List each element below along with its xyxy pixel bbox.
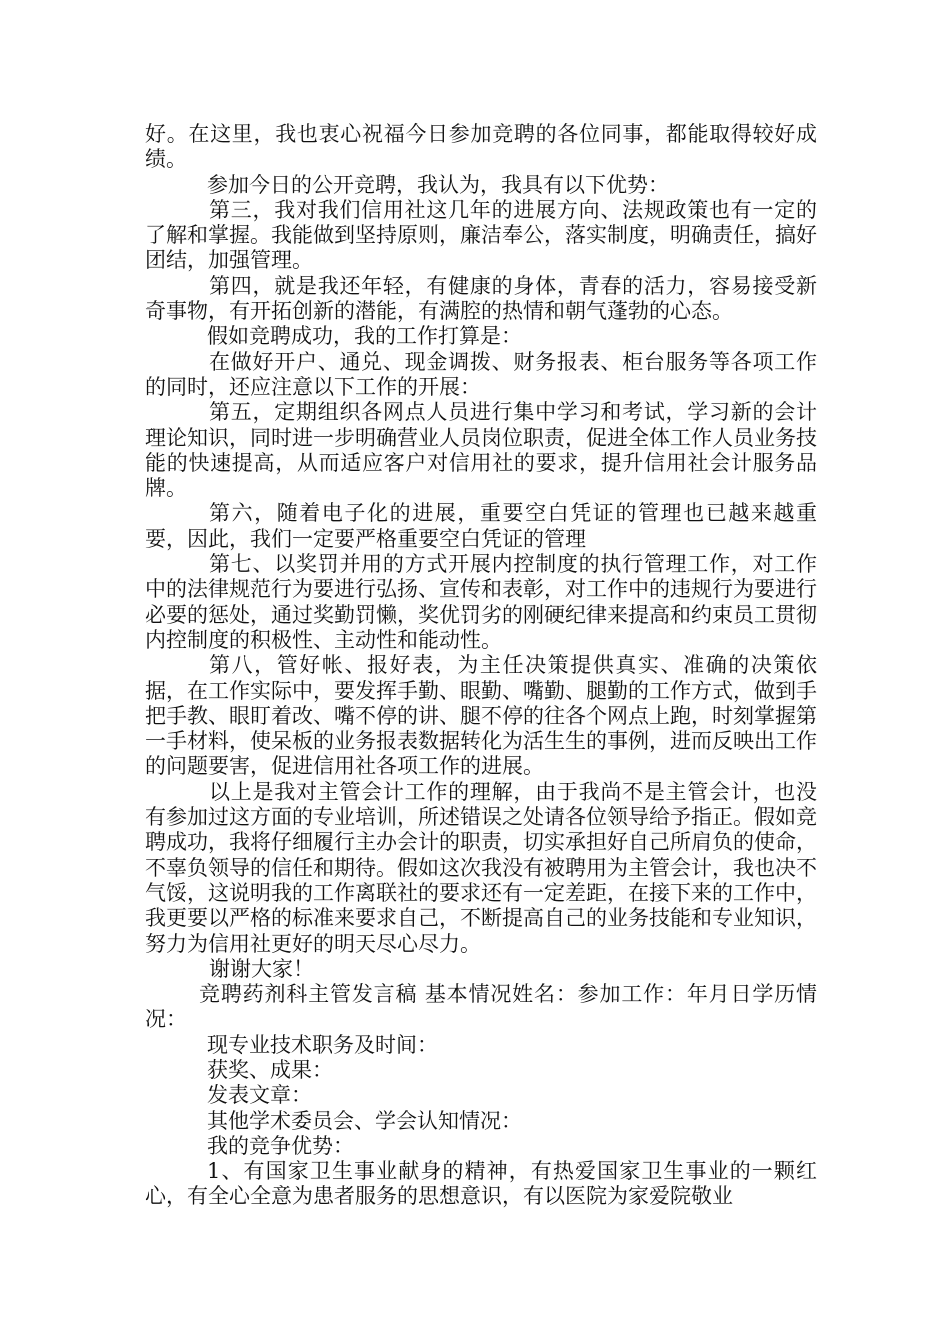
paragraph: 1、有国家卫生事业献身的精神，有热爱国家卫生事业的一颗红心，有全心全意为患者服务的思想意识，有以医院为家爱院敬业 [145, 1159, 817, 1209]
paragraph: 好。在这里，我也衷心祝福今日参加竞聘的各位同事，都能取得较好成绩。 [145, 122, 817, 172]
paragraph: 谢谢大家！ [209, 956, 314, 981]
section-heading: 竞聘药剂科主管发言稿 基本情况姓名：参加工作：年月日学历情况： [145, 982, 817, 1032]
paragraph: 第三，我对我们信用社这几年的进展方向、法规政策也有一定的了解和掌握。我能做到坚持原则，廉洁奉公，落实制度，明确责任，搞好团结，加强管理。 [145, 197, 817, 273]
paragraph: 第八，管好帐、报好表，为主任决策提供真实、准确的决策依据，在工作实际中，要发挥手勤、眼勤、嘴勤、腿勤的工作方式，做到手把手教、眼盯着改、嘴不停的讲、腿不停的往各个网点上跑，时刻掌握第一手材料，使呆板的业务报表数据转化为活生生的事例，进而反映出工作的问题要害，促进信用社各项工作的进展。 [145, 653, 817, 779]
paragraph: 假如竞聘成功，我的工作打算是： [207, 324, 522, 349]
paragraph: 在做好开户、通兑、现金调拨、财务报表、柜台服务等各项工作的同时，还应注意以下工作的开展： [145, 349, 817, 399]
paragraph: 第六，随着电子化的进展，重要空白凭证的管理也已越来越重要，因此，我们一定要严格重要空白凭证的管理 [145, 501, 817, 551]
paragraph: 第七、以奖罚并用的方式开展内控制度的执行管理工作，对工作中的法律规范行为要进行弘扬、宣传和表彰，对工作中的违规行为要进行必要的惩处，通过奖勤罚懒，奖优罚劣的刚硬纪律来提高和约束员工贯彻内控制度的积极性、主动性和能动性。 [145, 552, 817, 652]
paragraph: 参加今日的公开竞聘，我认为，我具有以下优势： [207, 172, 669, 197]
document-page [145, 122, 817, 1210]
paragraph: 第四，就是我还年轻，有健康的身体，青春的活力，容易接受新奇事物，有开拓创新的潜能，有满腔的热情和朝气蓬勃的心态。 [145, 273, 817, 324]
paragraph: 以上是我对主管会计工作的理解，由于我尚不是主管会计，也没有参加过这方面的专业培训，所述错误之处请各位领导给予指正。假如竞聘成功，我将仔细履行主办会计的职责，切实承担好自己所肩负的使命，不辜负领导的信任和期待。假如这次我没有被聘用为主管会计，我也决不气馁，这说明我的工作离联社的要求还有一定差距，在接下来的工作中，我更要以严格的标准来要求自己，不断提高自己的业务技能和专业知识，努力为信用社更好的明天尽心尽力。 [145, 779, 817, 956]
paragraph: 第五，定期组织各网点人员进行集中学习和考试，学习新的会计理论知识，同时进一步明确营业人员岗位职责，促进全体工作人员业务技能的快速提高，从而适应客户对信用社的要求，提升信用社会计服务品牌。 [145, 400, 817, 501]
paragraph: 现专业技术职务及时间： [207, 1032, 438, 1057]
paragraph: 获奖、成果： [207, 1057, 333, 1082]
paragraph: 我的竞争优势： [207, 1133, 354, 1158]
paragraph: 发表文章： [207, 1083, 312, 1108]
paragraph: 其他学术委员会、学会认知情况： [207, 1108, 522, 1133]
